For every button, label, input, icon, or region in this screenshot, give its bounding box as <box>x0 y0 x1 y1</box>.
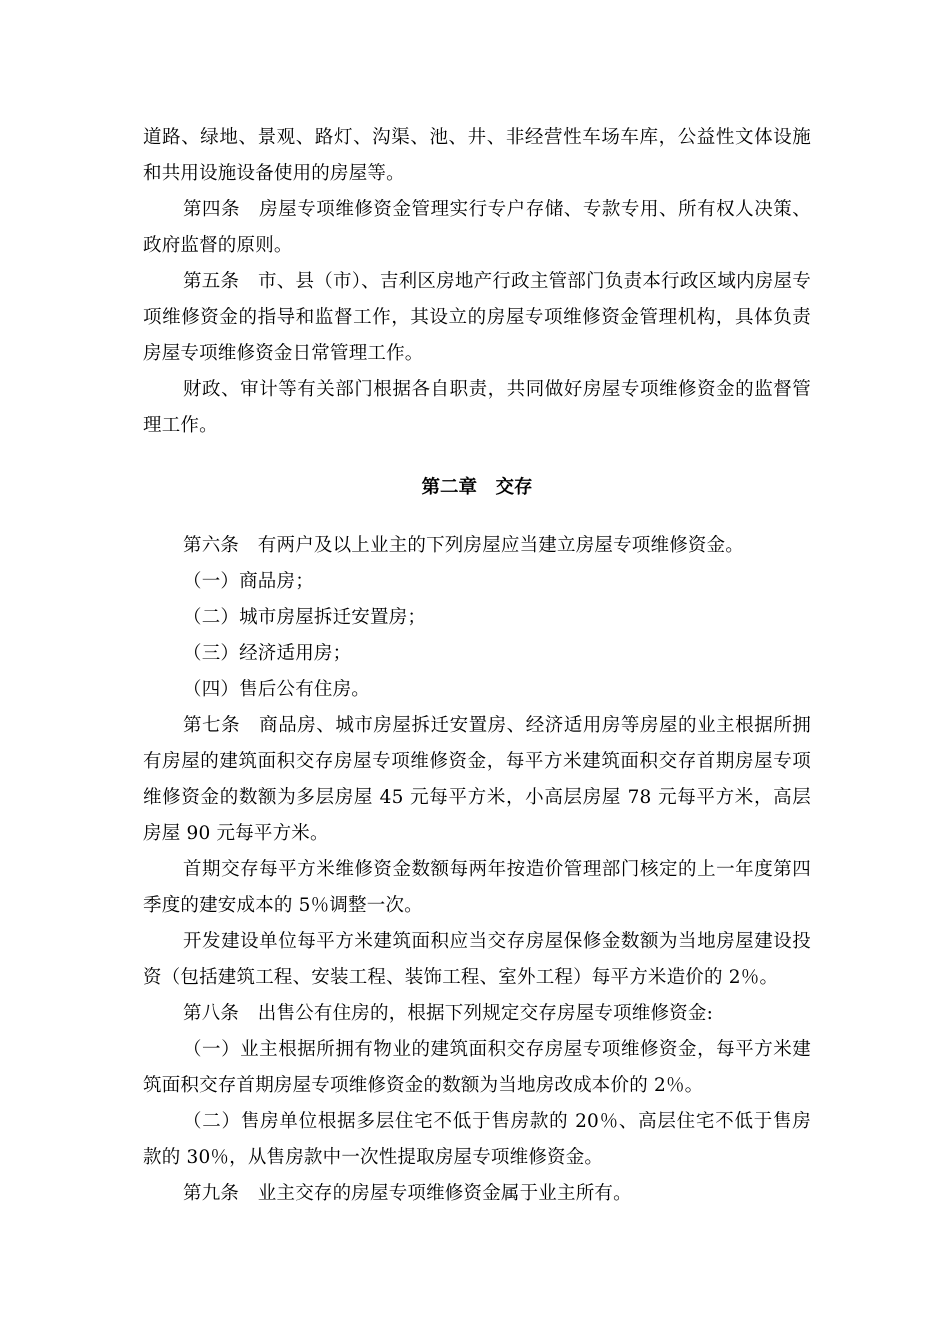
adjustment-paragraph: 首期交存每平方米维修资金数额每两年按造价管理部门核定的上一年度第四季度的建安成本的 5％调整一次。 <box>143 859 811 916</box>
paragraph-continuation: 道路、绿地、景观、路灯、沟渠、池、井、非经营性车场车库，公益性文体设施和共用设施设备使用的房屋等。 <box>143 127 811 184</box>
list-item-commercial-housing: （一）商品房； <box>183 571 314 592</box>
developer-warranty-paragraph: 开发建设单位每平方米建筑面积应当交存房屋保修金数额为当地房屋建设投资（包括建筑工程、安装工程、装饰工程、室外工程）每平方米造价的 2％。 <box>143 931 811 988</box>
document-body <box>143 120 811 1212</box>
list-item-relocation-housing: （二）城市房屋拆迁安置房； <box>183 607 427 628</box>
list-item-affordable-housing: （三）经济适用房； <box>183 643 352 664</box>
article-8-item-2-paragraph: （二）售房单位根据多层住宅不低于售房款的 20％、高层住宅不低于售房款的 30％，从售房款中一次性提取房屋专项维修资金。 <box>143 1111 811 1168</box>
article-4-paragraph: 第四条 房屋专项维修资金管理实行专户存储、专款专用、所有权人决策、政府监督的原则。 <box>143 199 811 256</box>
article-8-paragraph: 第八条 出售公有住房的，根据下列规定交存房屋专项维修资金: <box>183 1003 714 1024</box>
article-8-item-1-paragraph: （一）业主根据所拥有物业的建筑面积交存房屋专项维修资金，每平方米建筑面积交存首期房屋专项维修资金的数额为当地房改成本价的 2％。 <box>143 1039 811 1096</box>
chapter-heading: 第二章 交存 <box>421 477 533 498</box>
article-5-paragraph: 第五条 市、县（市）、吉利区房地产行政主管部门负责本行政区域内房屋专项维修资金的指导和监督工作，其设立的房屋专项维修资金管理机构，具体负责房屋专项维修资金日常管理工作。 <box>143 271 811 364</box>
article-6-paragraph: 第六条 有两户及以上业主的下列房屋应当建立房屋专项维修资金。 <box>183 535 745 556</box>
article-7-paragraph: 第七条 商品房、城市房屋拆迁安置房、经济适用房等房屋的业主根据所拥有房屋的建筑面积交存房屋专项维修资金，每平方米建筑面积交存首期房屋专项维修资金的数额为多层房屋 45 元每平方米，小高层房屋 78 元每平方米，高层房屋 90 元每平方米。 <box>143 715 811 844</box>
supervision-paragraph: 财政、审计等有关部门根据各自职责，共同做好房屋专项维修资金的监督管理工作。 <box>143 379 811 436</box>
article-9-paragraph: 第九条 业主交存的房屋专项维修资金属于业主所有。 <box>183 1183 632 1204</box>
list-item-public-housing: （四）售后公有住房。 <box>183 679 371 700</box>
